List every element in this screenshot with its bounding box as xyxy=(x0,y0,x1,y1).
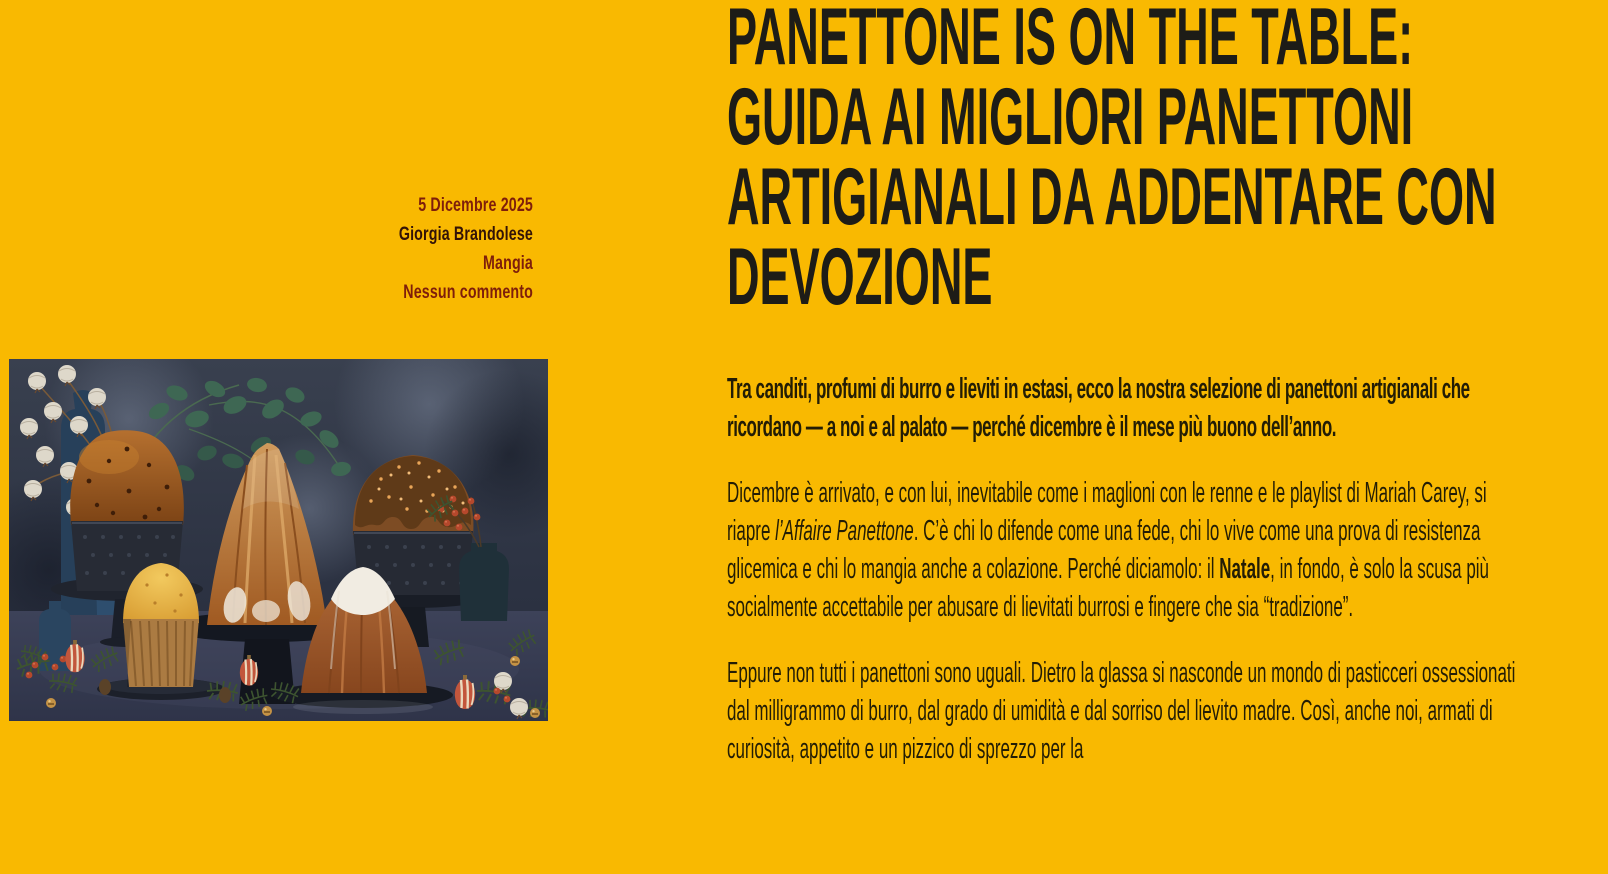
paragraph-2-text-mid: . C’è chi lo difende come una fede, chi lo vive come una prova di resistenza glicemica e chi lo mangia anche a colazione. Perché diciamolo: il xyxy=(727,515,1481,585)
paragraph-2-italic: l’Affaire Panettone xyxy=(775,515,914,547)
intro-paragraph: Tra canditi, profumi di burro e lieviti in estasi, ecco la nostra selezione di panettoni artigianali che ricordano — a noi e al palato — perché dicembre è il mese più buono dell’anno. xyxy=(727,373,1470,443)
post-category-link[interactable]: Mangia xyxy=(483,253,533,274)
page-title: PANETTONE IS ON THE TABLE: GUIDA AI MIGLIORI PANETTONI ARTIGIANALI DA ADDENTARE CON DEVOZIONE xyxy=(727,0,1497,322)
post-comments-link[interactable]: Nessun commento xyxy=(403,282,533,303)
panettone-still-life-illustration xyxy=(9,359,548,721)
paragraph-2-bold: Natale xyxy=(1219,553,1271,585)
post-meta xyxy=(140,191,533,307)
paragraph-2 xyxy=(727,474,1523,626)
post-author-link[interactable]: Giorgia Brandolese xyxy=(398,224,533,245)
article-body xyxy=(727,370,1523,796)
paragraph-3: Eppure non tutti i panettoni sono uguali. Dietro la glassa si nasconde un mondo di pasticceri ossessionati dal milligrammo di burro, dal grado di umidità e dal sorriso del lievito madre. Così, anche noi, armati di curiosità, appetito e un pizzico di sprezzo per la xyxy=(727,657,1516,765)
paragraph-2-text-end: , in fondo, è solo la scusa più socialmente accettabile per abusare di lievitati burrosi e fingere che sia “tradizione”. xyxy=(727,553,1489,623)
paragraph-2-text: Dicembre è arrivato, e con lui, inevitabile come i maglioni con le renne e le playlist di Mariah Carey, si riapre xyxy=(727,477,1487,547)
featured-image xyxy=(9,359,548,721)
post-date-link[interactable]: 5 Dicembre 2025 xyxy=(418,195,533,216)
